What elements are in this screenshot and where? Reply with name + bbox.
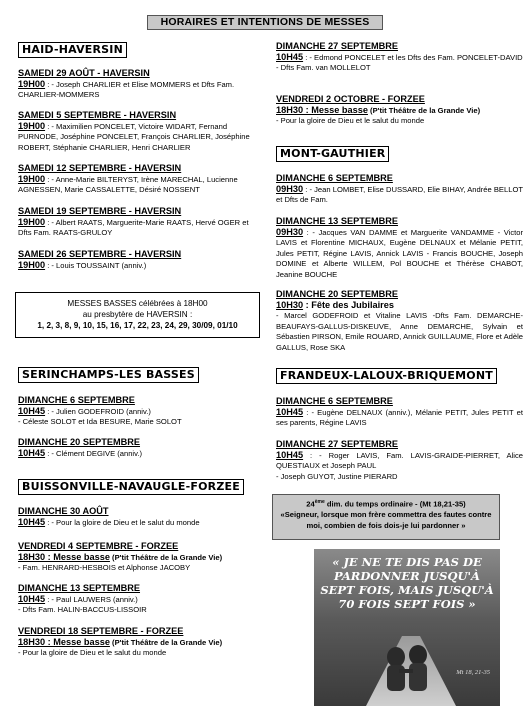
entry-text: - Dfts Fam. van MOLLELOT	[276, 63, 371, 73]
entry-time: 10H45	[276, 52, 304, 62]
entry-text: : - Paul LAUWERS (anniv.)	[45, 595, 138, 604]
section-header-mont-gauthier: MONT-GAUTHIER	[276, 146, 389, 162]
mass-entry	[18, 205, 264, 239]
entry-heading: VENDREDI 18 SEPTEMBRE - FORZEE	[18, 626, 184, 636]
mass-entry	[18, 248, 264, 271]
mass-entry	[276, 93, 523, 127]
mass-entry	[18, 109, 264, 153]
entry-time: 19H00	[18, 174, 46, 184]
entry-text: : - Maximilien PONCELET, Victoire WIDART, Fernand PURNODE, Joséphine PONCELET, François CHARLIER, Joséphine ROBERT, Stéphanie CHARLIER, Henri CHARLIER	[18, 122, 250, 152]
entry-time: 09H30	[276, 227, 304, 237]
entry-heading: SAMEDI 5 SEPTEMBRE - HAVERSIN	[18, 110, 177, 120]
gospel-box	[272, 494, 500, 540]
entry-heading: DIMANCHE 20 SEPTEMBRE	[18, 437, 141, 447]
entry-heading: DIMANCHE 27 SEPTEMBRE	[276, 439, 399, 449]
basses-line-2: au presbytère de HAVERSIN :	[82, 310, 193, 319]
entry-text: - Pour la gloire de Dieu et le salut du monde	[276, 116, 425, 126]
section-header-serinchamps: SERINCHAMPS-LES BASSES	[18, 367, 199, 383]
section-header-buissonville: BUISSONVILLE-NAVAUGLE-FORZEE	[18, 479, 244, 495]
gospel-quote: «Seigneur, lorsque mon frère commettra des fautes contre moi, combien de fois dois-je lui pardonner »	[280, 510, 492, 530]
basses-dates: 1, 2, 3, 8, 9, 10, 15, 16, 17, 22, 23, 24, 29, 30/09, 01/10	[37, 321, 238, 330]
entry-time: 10H45	[18, 448, 46, 458]
entry-heading: SAMEDI 29 AOÛT - HAVERSIN	[18, 68, 150, 78]
entry-subtitle: (P'tit Théâtre de la Grande Vie)	[367, 106, 481, 115]
entry-text: : - Roger LAVIS, Fam. LAVIS-GRAIDE-PIERRET, Alice QUESTIAUX et Joseph PAUL	[276, 451, 523, 471]
entry-time: 10H45	[18, 406, 46, 416]
entry-subtitle: (P'tit Théâtre de la Grande Vie)	[109, 638, 223, 647]
entry-heading: SAMEDI 26 SEPTEMBRE - HAVERSIN	[18, 249, 182, 259]
entry-heading: DIMANCHE 20 SEPTEMBRE	[276, 289, 399, 299]
entry-text: : - Edmond PONCELET et les Dfts des Fam. PONCELET-DAVID	[303, 53, 523, 62]
entry-text: : - Jean LOMBET, Elise DUSSARD, Elie BIHAY, Andrée BELLOT et Dfts de Fam.	[276, 185, 523, 205]
entry-heading: DIMANCHE 6 SEPTEMBRE	[276, 396, 393, 406]
entry-time: 18H30 : Messe basse	[18, 552, 110, 562]
photo-reference: Mt 18, 21-35	[456, 669, 490, 676]
mass-entry	[276, 288, 523, 353]
entry-time: 10H45	[276, 407, 304, 417]
entry-heading: DIMANCHE 27 SEPTEMBRE	[276, 41, 399, 51]
mass-entry	[18, 67, 264, 101]
entry-text: : - Julien GODEFROID (anniv.)	[45, 407, 151, 416]
mass-entry	[18, 625, 264, 659]
entry-time: 10H45	[18, 594, 46, 604]
entry-time: 09H30	[276, 184, 304, 194]
mass-entry	[276, 395, 523, 429]
photo-caption: « JE NE TE DIS PAS DE PARDONNER JUSQU'À SEPT FOIS, MAIS JUSQU'À 70 FOIS SEPT FOIS »	[320, 555, 494, 611]
entry-text: : - Pour la gloire de Dieu et le salut du monde	[45, 518, 200, 527]
messes-basses-box	[15, 292, 260, 338]
entry-heading: VENDREDI 4 SEPTEMBRE - FORZEE	[18, 541, 179, 551]
mass-entry	[276, 438, 523, 482]
quote-photo	[314, 549, 500, 706]
entry-text: : - Joseph CHARLIER et Elise MOMMERS et Dfts Fam. CHARLIER-MOMMERS	[18, 80, 235, 100]
entry-heading: DIMANCHE 13 SEPTEMBRE	[18, 583, 141, 593]
basses-line-1: MESSES BASSES célébrées à 18H00	[67, 299, 208, 308]
entry-time: 10H45	[18, 517, 46, 527]
entry-text: : - Clément DEGIVE (anniv.)	[45, 449, 142, 458]
sunday-suffix: ème	[314, 499, 325, 505]
entry-time: 18H30 : Messe basse	[18, 637, 110, 647]
mass-entry	[276, 215, 523, 280]
entry-time: 19H00	[18, 121, 46, 131]
entry-time: 18H30 : Messe basse	[276, 105, 368, 115]
gospel-reference	[273, 497, 499, 510]
entry-heading: SAMEDI 12 SEPTEMBRE - HAVERSIN	[18, 163, 182, 173]
gospel-line-1: dim. du temps ordinaire - (Mt 18,21-35)	[324, 499, 466, 509]
entry-heading: DIMANCHE 6 SEPTEMBRE	[18, 395, 135, 405]
mass-entry	[276, 40, 523, 74]
section-header-frandeux: FRANDEUX-LALOUX-BRIQUEMONT	[276, 368, 497, 384]
entry-text: : - Jacques VAN DAMME et Marguerite VANDAMME - Victor LAVIS et Florentine MICHAUX, Eugène DELNAUX et Mélanie PETIT, Jules PETIT, Régine LAVIS, Annick LAVIS - Francis BOUCHE, Joseph DOMINE et Alberte WILLEM, Pol BOUCHE et Thérèse CHABOT, Jeanine BOUCHE	[276, 228, 523, 279]
entry-text: - Fam. HENRARD-HESBOIS et Alphonse JACOBY	[18, 563, 191, 573]
entry-time: 19H00	[18, 217, 46, 227]
mass-entry	[18, 582, 264, 616]
mass-entry	[18, 162, 264, 196]
entry-time: 10H30	[276, 300, 304, 310]
sunday-number: 24	[306, 499, 315, 509]
entry-time-extra: : Fête des Jubilaires	[303, 300, 394, 310]
entry-time: 10H45	[276, 450, 304, 460]
entry-heading: SAMEDI 19 SEPTEMBRE - HAVERSIN	[18, 206, 182, 216]
entry-subtitle: (P'tit Théâtre de la Grande Vie)	[109, 553, 223, 562]
entry-heading: DIMANCHE 13 SEPTEMBRE	[276, 216, 399, 226]
mass-entry	[18, 505, 264, 528]
entry-heading: VENDREDI 2 OCTOBRE - FORZEE	[276, 94, 425, 104]
mass-entry	[276, 172, 523, 206]
mass-entry	[18, 394, 264, 428]
entry-text: - Dfts Fam. HALIN-BACCUS-LISSOIR	[18, 605, 147, 615]
entry-time: 19H00	[18, 79, 46, 89]
section-header-haid-haversin: HAID-HAVERSIN	[18, 42, 127, 58]
entry-heading: DIMANCHE 30 AOÛT	[18, 506, 109, 516]
entry-time: 19H00	[18, 260, 46, 270]
entry-text: : - Eugène DELNAUX (anniv.), Mélanie PETIT, Jules PETIT et ses parents, Régine LAVIS	[276, 408, 523, 428]
mass-entry	[18, 436, 264, 459]
entry-text: : - Albert RAATS, Marguerite-Marie RAATS, Hervé OGER et Dfts Fam. RAATS-GRULOY	[18, 218, 249, 238]
entry-text: : - Louis TOUSSAINT (anniv.)	[45, 261, 147, 270]
page-title: HORAIRES ET INTENTIONS DE MESSES	[147, 15, 383, 30]
entry-text: - Pour la gloire de Dieu et le salut du monde	[18, 648, 167, 658]
entry-text: : - Anne-Marie BILTERYST, Irène MARECHAL, Lucienne AGNESSEN, Marie CASSALETTE, Désiré NOSSENT	[18, 175, 238, 195]
entry-text: - Céleste SOLOT et Ida BESURE, Marie SOLOT	[18, 417, 182, 427]
mass-entry	[18, 540, 264, 574]
entry-text: - Joseph GUYOT, Justine PIERARD	[276, 471, 398, 481]
entry-heading: DIMANCHE 6 SEPTEMBRE	[276, 173, 393, 183]
entry-text: - Marcel GODEFROID et Vitaline LAVIS -Dfts Fam. DEMARCHE-BEAUFAYS-GALLUS-DISKEUVE, Anne DEMARCHE, Sylvain et Sébastien PIRSON, Emile ROUARD, Annick GUILLAUME, Flore et Adèle GALLUS, Rose SKA	[276, 311, 523, 352]
